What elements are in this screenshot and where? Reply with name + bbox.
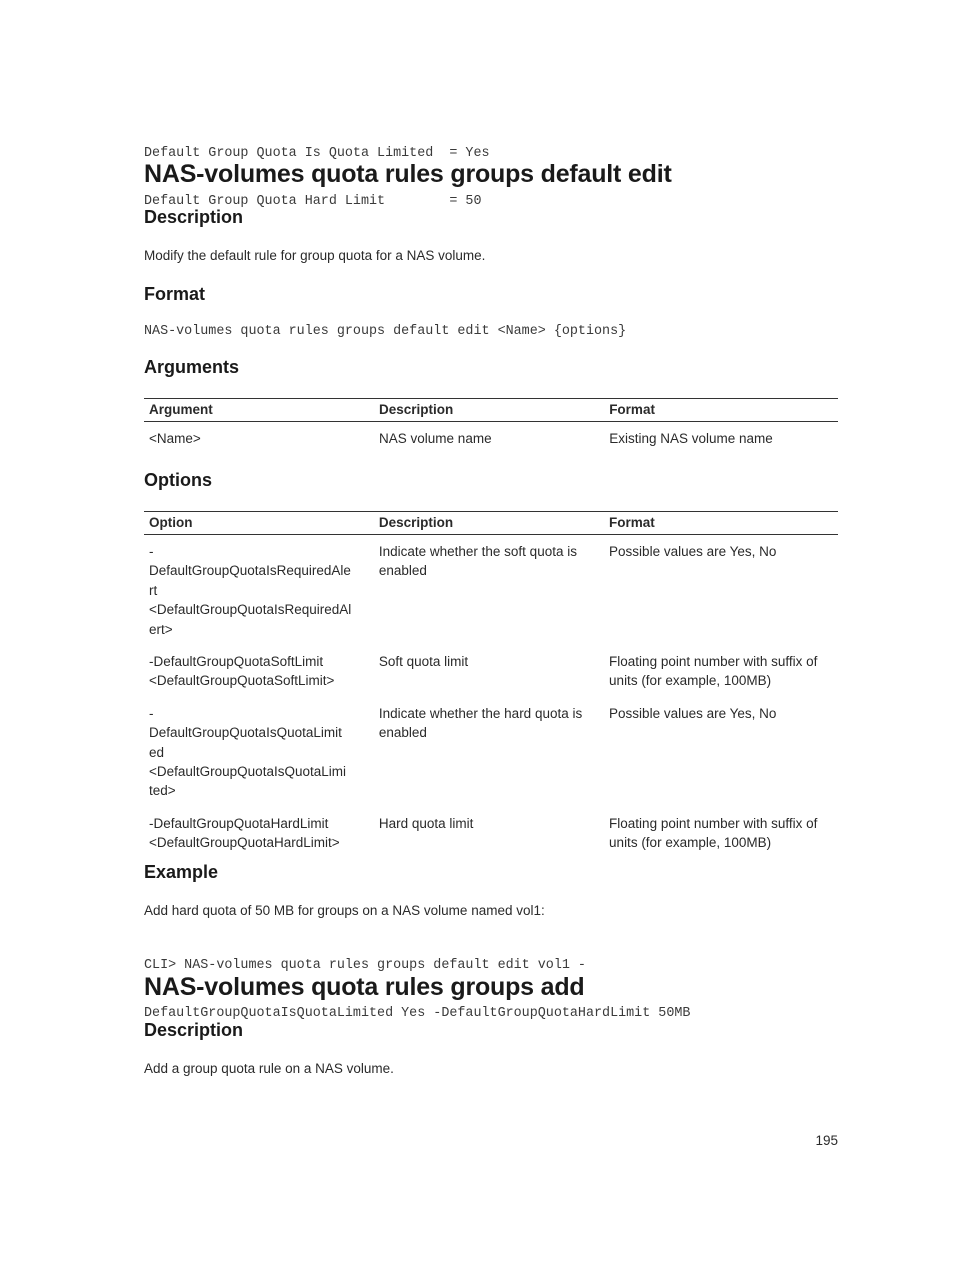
table-cell: Indicate whether the hard quota is enabled xyxy=(378,705,583,741)
code-line: Default Group Quota Is Quota Limited = Yes xyxy=(144,146,490,161)
options-table xyxy=(144,511,838,859)
option-line: <DefaultGroupQuotaHardLimit> xyxy=(149,835,340,851)
option-line: -DefaultGroupQuotaHardLimit xyxy=(149,815,329,831)
option-line: -DefaultGroupQuotaSoftLimit xyxy=(149,654,324,670)
example-heading: Example xyxy=(144,862,219,882)
description-text: Modify the default rule for group quota for a NAS volume. xyxy=(144,248,486,263)
arguments-table xyxy=(144,398,838,454)
option-line: ted> xyxy=(149,783,176,799)
description-text: Add a group quota rule on a NAS volume. xyxy=(144,1061,394,1076)
code-line: CLI> NAS-volumes quota rules groups default edit vol1 - xyxy=(144,958,586,973)
table-cell: Possible values are Yes, No xyxy=(609,705,777,721)
table-cell: Hard quota limit xyxy=(378,815,474,831)
table-cell: Soft quota limit xyxy=(378,654,469,670)
table-row xyxy=(144,645,838,697)
column-header: Option xyxy=(144,512,374,535)
option-cell xyxy=(144,807,374,859)
column-header: Format xyxy=(604,512,838,535)
column-header: Description xyxy=(374,399,604,422)
description-heading: Description xyxy=(144,207,244,227)
option-cell xyxy=(144,697,374,807)
column-header: Argument xyxy=(144,399,374,422)
option-line: DefaultGroupQuotaIsQuotaLimit xyxy=(149,725,342,741)
section-title: NAS-volumes quota rules groups add xyxy=(144,973,585,1001)
options-heading: Options xyxy=(144,470,212,490)
option-line: ert> xyxy=(149,621,173,637)
arguments-heading: Arguments xyxy=(144,357,240,377)
table-header-row xyxy=(144,399,838,422)
table-cell: Floating point number with suffix of units (for example, 100MB) xyxy=(609,815,818,851)
option-line: <DefaultGroupQuotaIsQuotaLimi xyxy=(149,764,346,780)
table-cell: Existing NAS volume name xyxy=(609,431,773,446)
table-row xyxy=(144,422,838,455)
section-title: NAS-volumes quota rules groups default edit xyxy=(144,160,672,188)
format-heading: Format xyxy=(144,284,206,304)
column-header: Format xyxy=(604,399,838,422)
option-line: <DefaultGroupQuotaIsRequiredAl xyxy=(149,602,352,618)
format-code: NAS-volumes quota rules groups default edit <Name> {options} xyxy=(144,324,627,339)
table-cell: Indicate whether the soft quota is enabled xyxy=(378,544,577,579)
table-cell: NAS volume name xyxy=(379,431,492,446)
option-cell xyxy=(144,535,374,646)
table-cell: Possible values are Yes, No xyxy=(609,544,777,559)
option-line: <DefaultGroupQuotaSoftLimit> xyxy=(149,673,335,689)
table-cell: <Name> xyxy=(149,431,201,446)
table-row xyxy=(144,535,838,646)
description-heading: Description xyxy=(144,1020,244,1040)
table-row xyxy=(144,807,838,859)
option-cell xyxy=(144,645,374,697)
option-line: rt xyxy=(149,582,158,598)
example-text: Add hard quota of 50 MB for groups on a NAS volume named vol1: xyxy=(144,903,545,918)
code-line: DefaultGroupQuotaIsQuotaLimited Yes -DefaultGroupQuotaHardLimit 50MB xyxy=(144,1006,691,1021)
option-line: DefaultGroupQuotaIsRequiredAle xyxy=(149,563,351,579)
page-number: 195 xyxy=(815,1133,838,1148)
code-line: Default Group Quota Hard Limit = 50 xyxy=(144,194,482,209)
table-header-row xyxy=(144,512,838,535)
option-line: - xyxy=(149,705,154,721)
table-cell: Floating point number with suffix of units (for example, 100MB) xyxy=(609,654,818,689)
option-line: ed xyxy=(149,744,165,760)
option-line: - xyxy=(149,544,154,559)
column-header: Description xyxy=(374,512,604,535)
table-row xyxy=(144,697,838,807)
